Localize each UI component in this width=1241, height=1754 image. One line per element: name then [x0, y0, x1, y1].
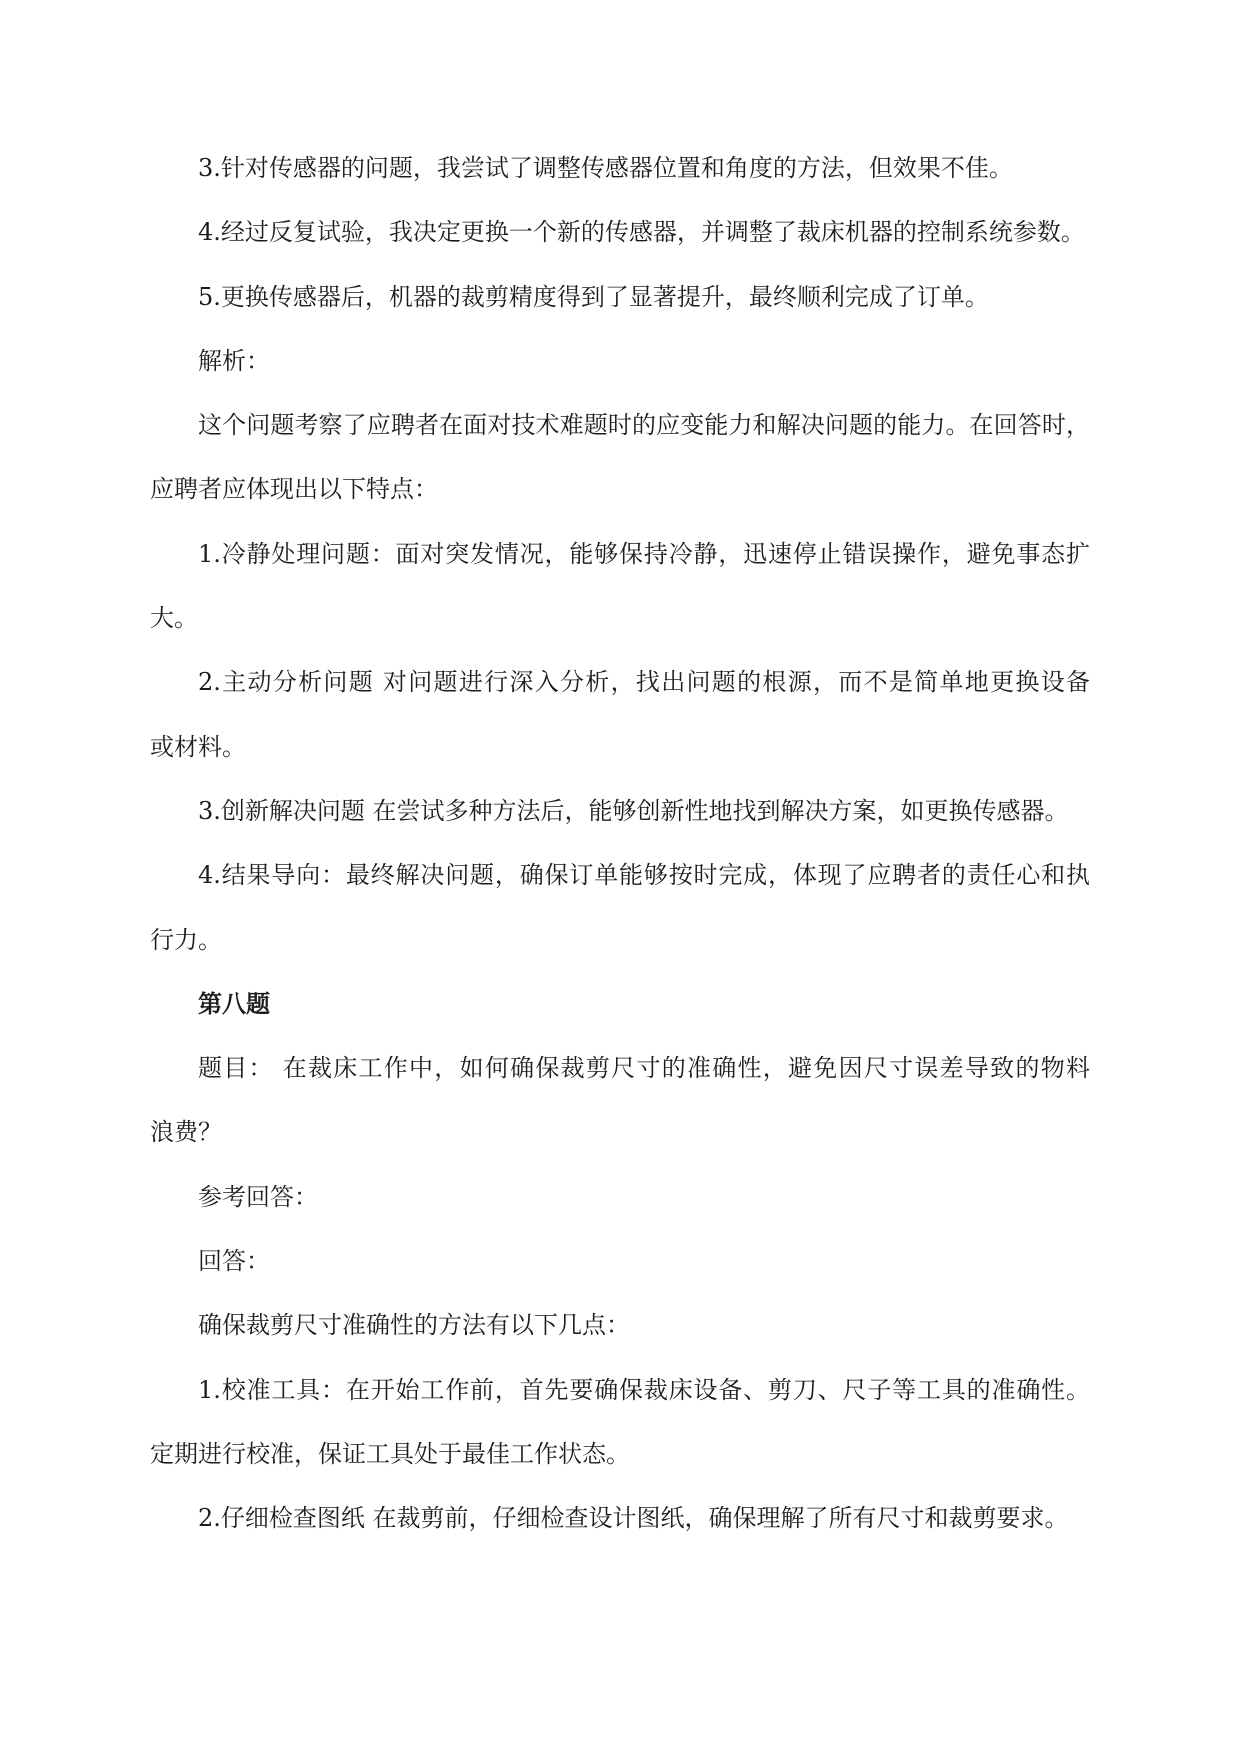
paragraph-line: 参考回答： — [198, 1182, 318, 1211]
heading-text: 第八题 — [198, 988, 270, 1018]
paragraph-line: 浪费？ — [150, 1118, 222, 1147]
paragraph-line: 2.主动分析问题 对问题进行深入分析，找出问题的根源，而不是简单地更换设备 — [198, 668, 1090, 697]
question-paragraph — [150, 1036, 1090, 1165]
section-label — [150, 1229, 1090, 1293]
paragraph-line: 确保裁剪尺寸准确性的方法有以下几点： — [198, 1311, 630, 1340]
list-item — [150, 650, 1090, 779]
paragraph-line: 题目： 在裁床工作中，如何确保裁剪尺寸的准确性，避免因尺寸误差导致的物料 — [198, 1054, 1090, 1083]
paragraph-line: 2.仔细检查图纸 在裁剪前，仔细检查设计图纸，确保理解了所有尺寸和裁剪要求。 — [198, 1504, 1069, 1533]
paragraph-line: 这个问题考察了应聘者在面对技术难题时的应变能力和解决问题的能力。在回答时， — [198, 411, 1090, 440]
paragraph-line: 大。 — [150, 604, 198, 633]
paragraph-line: 定期进行校准，保证工具处于最佳工作状态。 — [150, 1439, 630, 1468]
paragraph — [150, 393, 1090, 522]
list-item — [150, 1358, 1090, 1487]
paragraph-line: 1.校准工具：在开始工作前，首先要确保裁床设备、剪刀、尺子等工具的准确性。 — [198, 1375, 1090, 1404]
paragraph-line: 行力。 — [150, 925, 222, 954]
paragraph — [150, 1293, 1090, 1357]
paragraph-line: 回答： — [198, 1247, 270, 1276]
paragraph-line: 应聘者应体现出以下特点： — [150, 475, 438, 504]
paragraph-line: 1.冷静处理问题：面对突发情况，能够保持冷静，迅速停止错误操作，避免事态扩 — [198, 539, 1090, 568]
paragraph-line: 解析： — [198, 346, 270, 375]
list-item — [150, 522, 1090, 651]
paragraph-line: 4.结果导向：最终解决问题，确保订单能够按时完成，体现了应聘者的责任心和执 — [198, 861, 1090, 890]
paragraph-line: 3.创新解决问题 在尝试多种方法后，能够创新性地找到解决方案，如更换传感器。 — [198, 796, 1069, 825]
list-item — [150, 843, 1090, 972]
section-label — [150, 329, 1090, 393]
paragraph-line: 3.针对传感器的问题，我尝试了调整传感器位置和角度的方法，但效果不佳。 — [198, 154, 1013, 182]
list-item — [150, 1486, 1090, 1550]
paragraph — [150, 136, 1090, 200]
section-heading — [150, 972, 1090, 1036]
paragraph-line: 4.经过反复试验，我决定更换一个新的传感器，并调整了裁床机器的控制系统参数。 — [198, 218, 1085, 247]
section-label — [150, 1165, 1090, 1229]
paragraph — [150, 265, 1090, 329]
paragraph — [150, 200, 1090, 264]
paragraph-line: 或材料。 — [150, 732, 246, 761]
paragraph-line: 5.更换传感器后，机器的裁剪精度得到了显著提升，最终顺利完成了订单。 — [198, 282, 989, 311]
list-item — [150, 779, 1090, 843]
document-body — [150, 136, 1090, 1551]
